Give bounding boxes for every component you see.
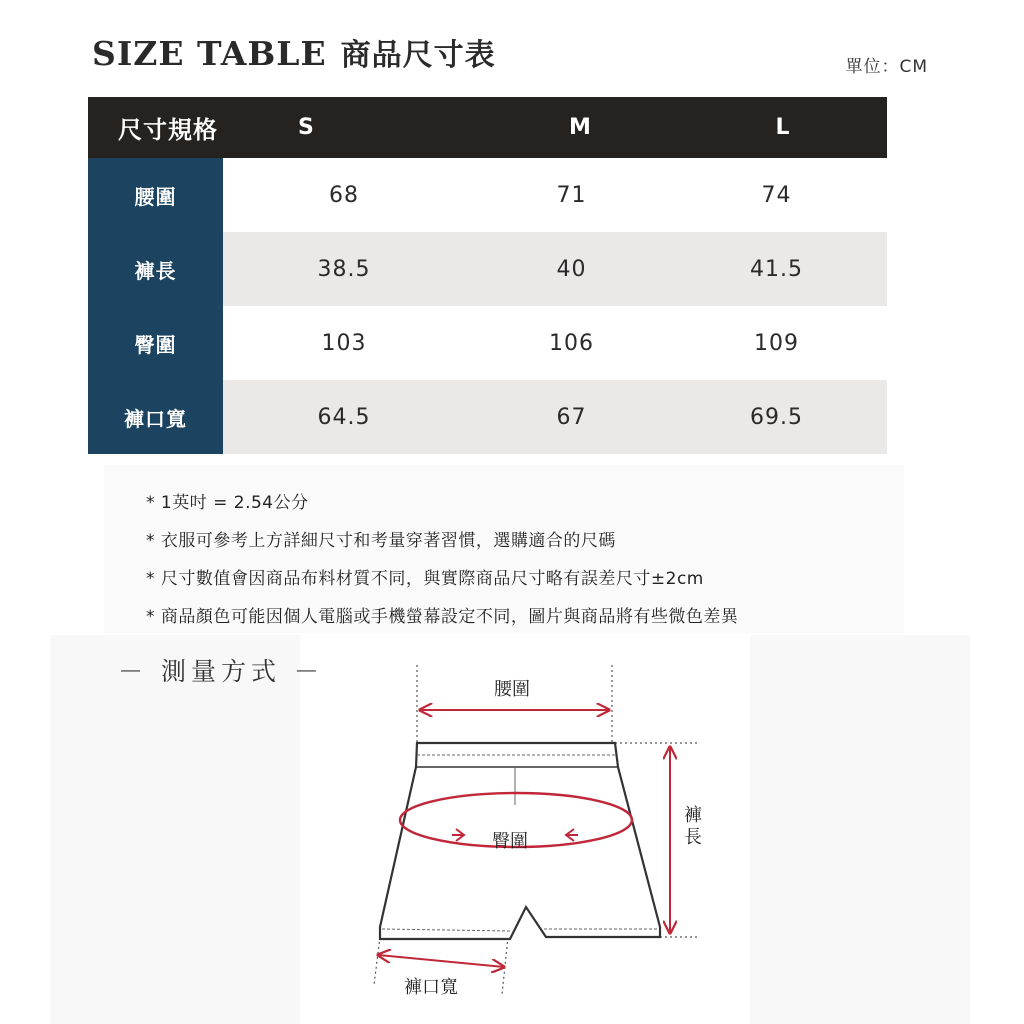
note-item: * 商品顏色可能因個人電腦或手機螢幕設定不同，圖片與商品將有些微色差異 <box>146 607 739 627</box>
shorts-diagram <box>360 655 760 1015</box>
table-cell: 67 <box>556 404 587 430</box>
table-cell: 109 <box>754 330 799 356</box>
note-item: * 衣服可參考上方詳細尺寸和考量穿著習慣，選購適合的尺碼 <box>146 531 616 551</box>
note-item: * 尺寸數值會因商品布料材質不同，與實際商品尺寸略有誤差尺寸±2cm <box>146 569 704 589</box>
table-cell: 38.5 <box>317 256 371 282</box>
row-label-waist: 腰圍 <box>88 158 223 232</box>
corner-label: 尺寸規格 <box>118 116 218 144</box>
table-cell: 41.5 <box>750 256 803 282</box>
table-row <box>88 232 887 306</box>
table-row <box>88 380 887 454</box>
unit-label: 單位：CM <box>845 57 928 77</box>
table-cell: 71 <box>556 182 587 208</box>
table-cell: 68 <box>329 182 359 208</box>
table-cell: 106 <box>549 330 594 356</box>
row-label-hip: 臀圍 <box>88 306 223 380</box>
table-row <box>88 306 887 380</box>
page-title <box>92 30 496 74</box>
table-cell: 64.5 <box>317 404 371 430</box>
note-item: * 1英吋 = 2.54公分 <box>146 493 309 513</box>
table-cell: 69.5 <box>750 404 803 430</box>
column-header-s: S <box>298 115 314 140</box>
row-label-length: 褲長 <box>88 232 223 306</box>
row-label-hem: 褲口寬 <box>88 380 223 454</box>
title-english: SIZE TABLE <box>92 34 327 73</box>
table-cell: 40 <box>556 256 587 282</box>
hem-label: 褲口寬 <box>404 977 458 998</box>
waist-label: 腰圍 <box>494 679 530 700</box>
notes-list <box>146 490 738 642</box>
measure-title: － 測量方式 － <box>118 657 324 686</box>
table-cell: 74 <box>761 182 792 208</box>
length-label: 褲長 <box>684 805 702 848</box>
title-chinese: 商品尺寸表 <box>340 38 496 73</box>
size-table <box>88 97 887 454</box>
table-row <box>88 158 887 232</box>
hip-label: 臀圍 <box>492 831 528 852</box>
column-header-m: M <box>569 115 591 140</box>
column-header-l: L <box>775 115 790 140</box>
table-cell: 103 <box>321 330 367 356</box>
table-header <box>88 97 887 158</box>
